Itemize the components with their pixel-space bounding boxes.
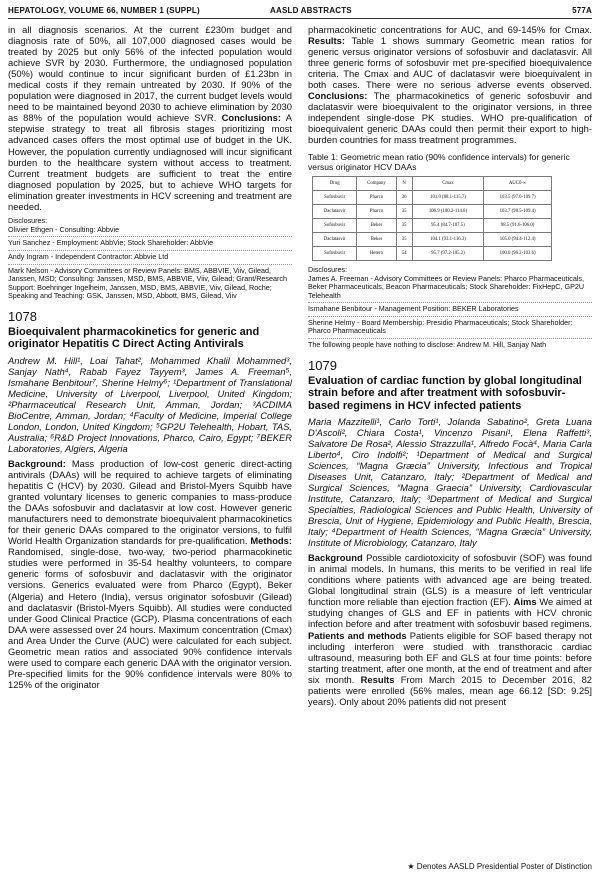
col-header-n: N xyxy=(396,176,412,190)
abstract-1077-continuation xyxy=(8,24,292,212)
disclosure-item: James A. Freeman - Advisory Committees or Review Panels: Pharco Pharmaceuticals, Beker Pharmaceuticals, Beacon Pharmaceuticals; Stock Shareholder: FixHepC, GP2U Telehealth xyxy=(308,273,585,300)
cell-n: 35 xyxy=(396,218,412,232)
author-list: Andrew M. Hill¹, Loai Tahat², Mohammed Khalil Mohammed³, Sanjay Nath⁴, Rabab Fayez Tayyem³, James A. Freeman⁵, Ismahane Benbitour⁷, Sherine Helmy⁶; ¹Department of Translational Medicine, University of Liverpool, Liverpool, United Kingdom; ²Pharmaceutical Research Unit, Amman, Jordan; ³ACDIMA BioCentre, Amman, Jordan; ⁴Faculty of Medicine, Imperial College London, London, United Kingdom; ⁵GP2U Telehealth, Hobart, TAS, Australia; ⁶R&D Project Innovations, Pharco, Cairo, Egypt; ⁷BEKER Laboratories, Algiers, Algeria xyxy=(8,354,292,454)
col-header-drug: Drug xyxy=(313,176,357,190)
disclosure-item: Sherine Helmy - Board Membership: Presidio Pharmaceuticals; Stock Shareholder: Pharco Pharmaceuticals xyxy=(308,317,573,336)
patients-methods-label: Patients and methods xyxy=(308,629,407,641)
background-text: Mass production of low-cost generic direct-acting antivirals (DAAs) will be required to achieve targets of eliminating hepatitis C (HCV) by 2030. Gilead and Bristol-Myers Squibb have granted voluntary licenses to generic companies to mass-produce the DAAs sofosbuvir and daclatasvir at low cost. However generic manufacturers need to demonstrate bioequivalent pharmacokinetics for their generic DAAs compared to the originator versions, to fulfil World Health Organization standards for pre-qualification. xyxy=(8,457,292,547)
cell-company: Pharco xyxy=(357,204,396,218)
patients-methods-text: Patients eligible for SOF based therapy not including interferon were studied with transthoracic cardiac ultrasound, measuring both EF and GLS at four time points: before starting treatment, after one month, at the end of treatment and after six month. xyxy=(308,629,592,685)
background-text: Possible cardiotoxicity of sofosbuvir (SOF) was found in animal models. In humans, this merits to be verified in real life conditions where patients with advanced age are being treated. Global longitudinal strain (GLS) is a measure of left ventricular function more reliable than ejection fraction (EF). xyxy=(308,552,592,608)
conclusions-label: Conclusions: xyxy=(221,112,281,124)
aims-label: Aims xyxy=(513,596,537,608)
disclosure-item: Mark Nelson - Advisory Committees or Review Panels: BMS, ABBVIE, Viiv, Gilead, Janssen, MSD; Consulting: Janssen, MSD, BMS, ABBVIE, Viiv, Gilead; Grant/Research Support: Boehringer Ingelheim, Janssen, MSD, BMS, ABBVIE, Viiv, Gilead, Roche; Speaking and Teaching: GSK, Janssen, MSD, Abbott, BMS, Gilead, Viiv xyxy=(8,265,287,301)
disclosure-divider xyxy=(308,338,592,339)
disclosure-divider xyxy=(8,264,292,265)
table-row xyxy=(313,246,552,260)
cell-cmax: 104.1 (93.1-116.3) xyxy=(412,232,483,246)
cell-company: Pharco xyxy=(357,190,396,204)
disclosure-item: Andy Ingram - Independent Contractor: Abbvie Ltd xyxy=(8,251,169,261)
cell-drug: Sofosbuvir xyxy=(313,218,357,232)
table-row xyxy=(313,232,552,246)
aims-text: We aimed at studying changes of GLS and EF in patients with HCV chronic infection before and after treatment with sofosbuvir based regimens. xyxy=(308,596,593,630)
cell-drug: Daclatasvir xyxy=(313,232,357,246)
cell-cmax: 106.9 (100.2-114.0) xyxy=(412,204,483,218)
disclosure-item: Yuri Sanchez - Employment: AbbVie; Stock Shareholder: AbbVie xyxy=(8,238,214,248)
disclosure-divider xyxy=(308,302,592,303)
cell-cmax: 95.7 (97.2-105.2) xyxy=(412,246,483,260)
table-row xyxy=(313,204,552,218)
cell-auc: 105.0 (94.4-112.4) xyxy=(484,232,552,246)
results-label: Results: xyxy=(308,35,345,47)
continued-text: pharmacokinetic concentrations for AUC, and 69-145% for Cmax. xyxy=(308,24,592,35)
header-rule xyxy=(8,18,592,19)
abstract-number: 1079 xyxy=(308,357,337,373)
left-column xyxy=(8,24,292,690)
cell-company: Beker xyxy=(357,218,396,232)
table-header-row xyxy=(313,176,552,190)
disclosures-heading: Disclosures: xyxy=(308,264,348,274)
cell-drug: Sofosbuvir xyxy=(313,190,357,204)
abstract-title: Evaluation of cardiac function by global longitudinal strain before and after treatment with sofosbuvir-based regimens in HCV infected patients xyxy=(308,374,582,412)
abstract-title: Bioequivalent pharmacokinetics for generic and originator Hepatitis C Direct Acting Antivirals xyxy=(8,325,260,351)
abstract-1079-body xyxy=(308,552,592,707)
results-text: From March 2015 to December 2016, 82 patients were enrolled (56% males, mean age 66.12 [SD: 9.25] years). Only about 20% patients did not present xyxy=(308,673,593,707)
cell-n: 35 xyxy=(396,204,412,218)
background-label: Background xyxy=(308,552,363,564)
cell-drug: Sofosbuvir xyxy=(313,246,357,260)
continued-text: in all diagnosis scenarios. At the current £230m budget and diagnosis rate of 50%, all 107,000 diagnosed cases would be treated by 2025 but only 56% of the infected population would achieve SVR by 2030. Furthermore, the undiagnosed population (50%) would continue to incur significant burden of £1.23bn in medical costs if they remain untreated by 2030. If 90% of the population were diagnosed in 2017, the current budget levels would need to be maintained beyond 2030 to achieve elimination by 2030 as 88% of the population would achieve SVR. xyxy=(8,24,292,124)
cell-company: Beker xyxy=(357,232,396,246)
table-caption: Table 1: Geometric mean ratio (90% confidence intervals) for generic versus originator HCV DAAs xyxy=(308,151,570,172)
cell-n: 54 xyxy=(396,246,412,260)
geometric-mean-table xyxy=(312,176,552,261)
disclosure-divider xyxy=(8,236,292,237)
methods-label: Methods: xyxy=(250,535,292,547)
cell-n: 35 xyxy=(396,232,412,246)
conclusions-label: Conclusions: xyxy=(308,90,368,102)
background-label: Background: xyxy=(8,457,66,469)
cell-auc: 100.0 (96.2-103.6) xyxy=(484,246,552,260)
methods-text: Randomised, single-dose, two-way, two-period pharmacokinetic studies were performed in 35-54 healthy volunteers, to compare generic forms of sofosbuvir and daclatasvir with the originator versions. Generics evaluated were from Pharco (Egypt), Beker (Algeria) and Hetero (India), versus originator sofosbuvir (Gilead) and daclatasvir (Bristol-Myers Squibb). All studies were conducted under Good Clinical Practice (GCP). Plasma concentrations of each DAA were assessed over 24 hours. Maximum concentration (Cmax) and Area Under the Curve (AUC) were calculated for each subject. Geometric mean ratios and associated 90% confidence intervals were used to compare each generic DAA with the originator version. Pre-specified limits for the 90% confidence intervals were 80% to 125% of the originator xyxy=(8,546,292,690)
abstract-number: 1078 xyxy=(8,308,37,324)
author-list: Maria Mazzitelli¹, Carlo Torti¹, Jolanda Sabatino², Greta Luana D'Ascoli², Chiara Costa¹, Vincenzo Pisani¹, Elena Raffetti³, Salvatore De Rosa², Alessio Strazzulla¹, Alfredo Focà⁴, Maria Carla Liberto⁴, Ciro Indolfi²; ¹Department of Medical and Surgical Sciences, “Magna Græcia” University, Infectious and Tropical Diseases Unit, Catanzaro, Italy; ²Department of Medical and Surgical Sciences, “Magna Graecia” University, Cardiovascular Institute, Catanzaro, Italy; ³Department of Medical and Surgical Specialties, Radiological Sciences and Public Health, University of Brescia, Unit of Hygiene, Epidemiology and Public Health, Brescia, Italy; ⁴Department of Health Sciences, “Magna Græcia” University, Institute of Microbiology, Catanzaro, Italy xyxy=(308,416,592,549)
section-title: AASLD ABSTRACTS xyxy=(270,6,352,15)
col-header-company: Company xyxy=(357,176,396,190)
table-row xyxy=(313,218,552,232)
disclosure-item: Ismahane Benbitour - Management Position: BEKER Laboratories xyxy=(308,304,519,314)
journal-volume: HEPATOLOGY, VOLUME 66, NUMBER 1 (SUPPL) xyxy=(8,6,200,15)
conclusions-text: The pharmacokinetics of generic sofosbuvir and daclatasvir were bioequivalent to the originator versions, in three independent single-dose PK studies. WHO pre-qualification of bioequivalent generic DAAs could then permit their export to high-burden countries for mass treatment programmes. xyxy=(308,90,592,146)
cell-drug: Daclatasvir xyxy=(313,204,357,218)
conclusions-text: A stepwise strategy to treat all fibrosis stages prioritizing most advanced cases offers the most optimal use of budget in the UK. However, the population currently undiagnosed will incur significant burden to the healthcare system without access to treatment. Current treatment budgets are sufficient to treat the entire diagnosed population by 2025, but to achieve WHO targets for elimination greater investments in HCV screening and treatment are needed. xyxy=(8,112,292,212)
disclosures-heading: Disclosures: xyxy=(8,215,48,225)
abstract-1078-continuation xyxy=(308,24,592,146)
disclosure-divider xyxy=(308,316,592,317)
abstract-1078-body xyxy=(8,458,292,690)
cell-cmax: 95.4 (84.7-107.5) xyxy=(412,218,483,232)
page-number: 577A xyxy=(572,6,592,15)
cell-company: Hetero xyxy=(357,246,396,260)
cell-auc: 103.7 (98.5-109.4) xyxy=(484,204,552,218)
col-header-auc: AUC0-∞ xyxy=(484,176,552,190)
cell-auc: 103.5 (97.0-109.7) xyxy=(484,190,552,204)
results-text: Table 1 shows summary Geometric mean ratios for generic versus originator versions of sofosbuvir and daclatasvir. All three generic forms of sofosbuvir met pre-specified bioequivalence criteria. The Cmax and AUC of daclatasvir were bioequivalent in both cases. There were no serious adverse events observed. xyxy=(308,35,593,91)
results-label: Results xyxy=(360,673,395,685)
disclosure-divider xyxy=(8,250,292,251)
cell-auc: 98.5 (91.6-106.0) xyxy=(484,218,552,232)
disclosure-item: Olivier Ethgen - Consulting: Abbvie xyxy=(8,224,120,234)
right-column xyxy=(308,24,592,707)
table-row xyxy=(313,190,552,204)
col-header-cmax: Cmax xyxy=(412,176,483,190)
cell-cmax: 101.0 (88.1-115.7) xyxy=(412,190,483,204)
disclosure-item: The following people have nothing to disclose: Andrew M. Hill, Sanjay Nath xyxy=(308,340,547,350)
cell-n: 36 xyxy=(396,190,412,204)
presidential-poster-footnote: ★ Denotes AASLD Presidential Poster of Distinction xyxy=(407,862,592,871)
